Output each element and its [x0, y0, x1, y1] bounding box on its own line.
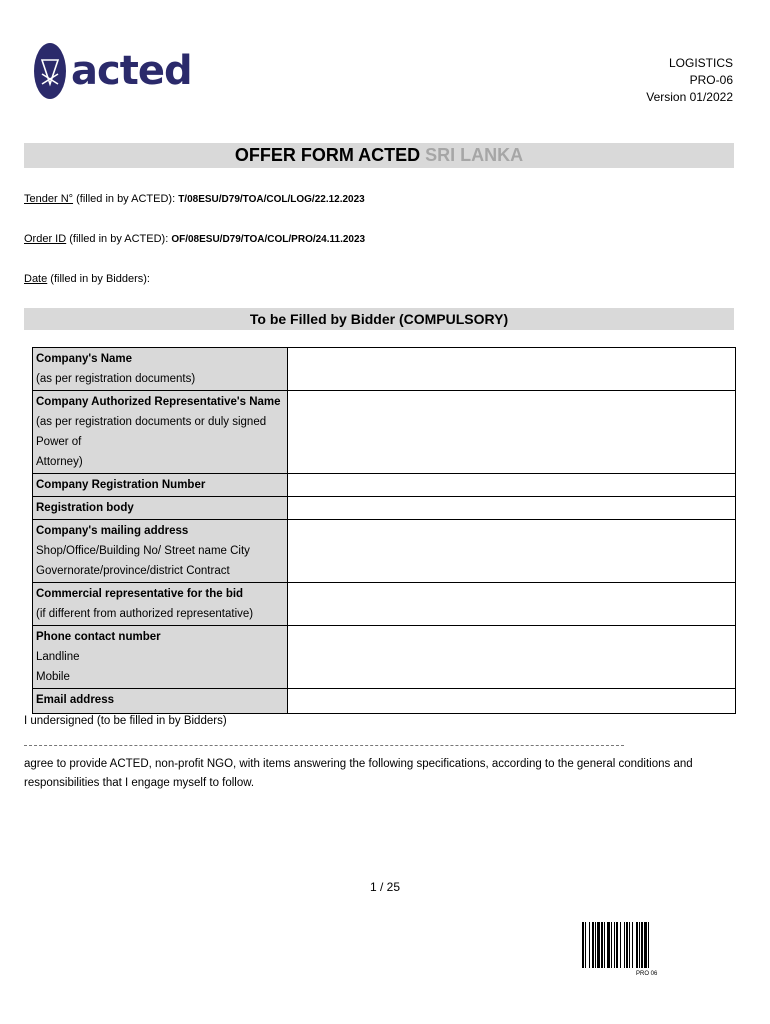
section-title: To be Filled by Bidder (COMPULSORY): [24, 308, 734, 330]
barcode-bar: [620, 922, 621, 968]
commercial-rep-field[interactable]: [288, 583, 736, 626]
tender-note: (filled in by ACTED):: [73, 193, 179, 205]
logo-text: acted: [71, 48, 192, 94]
page-number: 1 / 25: [369, 880, 401, 894]
undersigned-label: I undersigned (to be filled in by Bidders): [24, 715, 227, 727]
table-row: [33, 391, 736, 474]
bidder-info-table: [32, 347, 736, 714]
representative-name-field[interactable]: [288, 391, 736, 474]
email-field[interactable]: [288, 689, 736, 714]
mailing-address-label: Company's mailing address Shop/Office/Building No/ Street name City Governorate/province/district Contract: [33, 520, 288, 583]
barcode-bar: [632, 922, 633, 968]
date-note: (filled in by Bidders):: [47, 273, 150, 285]
barcode-bar: [644, 922, 647, 968]
acted-logo: [33, 42, 192, 100]
registration-body-field[interactable]: [288, 497, 736, 520]
date-label: Date: [24, 273, 48, 285]
barcode-bar: [601, 922, 603, 968]
tender-number-line: [24, 193, 365, 205]
mailing-address-field[interactable]: [288, 520, 736, 583]
signature-line[interactable]: [24, 745, 624, 746]
order-value: OF/08ESU/D79/TOA/COL/PRO/24.11.2023: [171, 234, 366, 245]
title-main: OFFER FORM ACTED: [234, 145, 421, 165]
order-label: Order ID: [24, 233, 67, 245]
document-reference: [646, 55, 733, 106]
phone-label: Phone contact number Landline Mobile: [33, 626, 288, 689]
version-label: Version 01/2022: [646, 90, 733, 104]
acted-logo-icon: [33, 42, 67, 100]
table-row: [33, 520, 736, 583]
barcode-bar: [595, 922, 596, 968]
barcode-bar: [611, 922, 612, 968]
table-row: [33, 497, 736, 520]
order-note: (filled in by ACTED):: [66, 233, 172, 245]
company-name-field[interactable]: [288, 348, 736, 391]
department-label: LOGISTICS: [668, 56, 733, 70]
phone-field[interactable]: [288, 626, 736, 689]
barcode-bar: [597, 922, 600, 968]
barcode-bar: [585, 922, 586, 968]
barcode-bar: [639, 922, 640, 968]
company-name-label: Company's Name (as per registration documents): [33, 348, 288, 391]
tender-value: T/08ESU/D79/TOA/COL/LOG/22.12.2023: [178, 194, 365, 205]
form-code: PRO-06: [689, 73, 733, 87]
registration-body-label: Registration body: [33, 497, 288, 520]
order-id-line: [24, 233, 365, 245]
barcode-bar: [582, 922, 584, 968]
title-country: SRI LANKA: [425, 145, 524, 165]
table-row: [33, 626, 736, 689]
barcode-bar: [604, 922, 605, 968]
date-line: [24, 273, 150, 285]
registration-number-label: Company Registration Number: [33, 474, 288, 497]
barcode-bar: [629, 922, 630, 968]
barcode-bar: [589, 922, 590, 968]
barcode-label: PRO 06: [636, 971, 658, 977]
barcode-bar: [616, 922, 618, 968]
barcode: [582, 922, 708, 968]
representative-name-label: Company Authorized Representative's Name (as per registration documents or duly signed Power of Attorney): [33, 391, 288, 474]
registration-number-field[interactable]: [288, 474, 736, 497]
barcode-bar: [614, 922, 615, 968]
barcode-bar: [648, 922, 649, 968]
email-label: Email address: [33, 689, 288, 714]
barcode-bar: [592, 922, 594, 968]
agreement-text: agree to provide ACTED, non-profit NGO, with items answering the following specifications, according to the general conditions and responsibilities that I engage myself to follow.: [24, 758, 693, 789]
commercial-rep-label: Commercial representative for the bid (if different from authorized representative): [33, 583, 288, 626]
tender-label: Tender N°: [24, 193, 74, 205]
barcode-bar: [626, 922, 628, 968]
table-row: [33, 689, 736, 714]
page-title: [24, 143, 734, 168]
table-row: [33, 474, 736, 497]
barcode-bar: [636, 922, 638, 968]
table-row: [33, 348, 736, 391]
table-row: [33, 583, 736, 626]
barcode-bar: [624, 922, 625, 968]
barcode-bar: [641, 922, 643, 968]
barcode-bar: [607, 922, 610, 968]
